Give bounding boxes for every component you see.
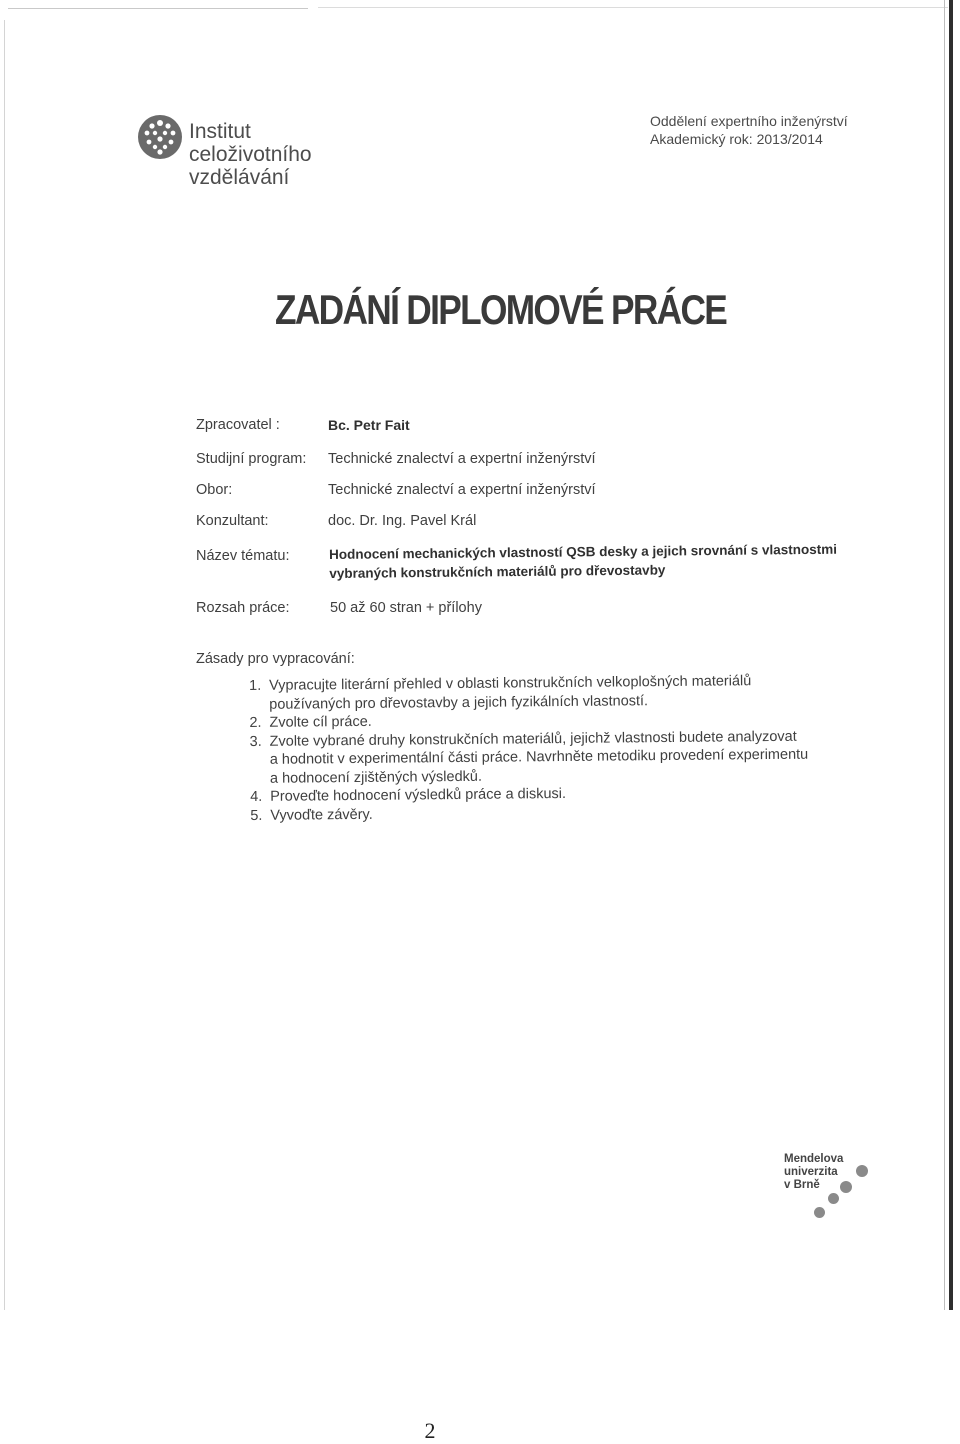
processor-value: Bc. Petr Fait xyxy=(328,417,410,433)
logo-dot-icon xyxy=(828,1193,839,1204)
list-item-number: 5. xyxy=(250,807,263,824)
scan-edge-right xyxy=(944,0,945,1310)
institute-name xyxy=(189,120,312,189)
principles-list xyxy=(249,672,809,825)
institute-name-line: Institut xyxy=(189,120,251,143)
institute-logo-icon xyxy=(137,114,183,160)
mendel-university-logo xyxy=(784,1153,884,1233)
academic-year: Akademický rok: 2013/2014 xyxy=(650,131,823,147)
list-item-text: Proveďte hodnocení výsledků práce a diskusi. xyxy=(270,785,567,805)
department-block xyxy=(650,112,848,148)
principles-heading: Zásady pro vypracování: xyxy=(196,651,355,667)
university-name-line: v Brně xyxy=(784,1179,820,1191)
list-item-text: Zvolte vybrané druhy konstrukčních materiálů, jejichž vlastnosti budete analyzovat xyxy=(269,728,797,750)
list-item xyxy=(250,727,809,788)
document-title: ZADÁNÍ DIPLOMOVÉ PRÁCE xyxy=(275,286,727,333)
university-name-line: univerzita xyxy=(784,1166,838,1178)
field-value: Technické znalectví a expertní inženýrství xyxy=(328,482,596,498)
consultant-label: Konzultant: xyxy=(196,513,269,529)
scan-edge-right xyxy=(949,0,953,1310)
list-item-text: a hodnotit v experimentální části práce. Navrhněte metodiku provedení experimentu xyxy=(269,746,809,768)
list-item-text: a hodnocení zjištěných výsledků. xyxy=(269,768,483,787)
logo-dot-icon xyxy=(840,1181,852,1193)
list-item-number: 1. xyxy=(249,677,262,694)
list-item xyxy=(249,672,808,714)
topic-value xyxy=(329,540,837,583)
list-item-text: Vypracujte literární přehled v oblasti konstrukčních velkoplošných materiálů xyxy=(269,673,752,694)
department-name: Oddělení expertního inženýrství xyxy=(650,113,848,129)
scope-label: Rozsah práce: xyxy=(196,600,290,616)
university-name-line: Mendelova xyxy=(784,1153,844,1165)
list-item-text: Zvolte cíl práce. xyxy=(269,713,372,731)
list-item xyxy=(250,801,809,825)
list-item-text: Vyvoďte závěry. xyxy=(270,806,373,824)
institute-name-line: celoživotního xyxy=(189,143,312,166)
logo-dot-icon xyxy=(856,1165,868,1177)
scan-edge-left xyxy=(4,20,5,1310)
program-value: Technické znalectví a expertní inženýrství xyxy=(328,451,596,467)
program-label: Studijní program: xyxy=(196,451,307,467)
topic-label: Název tématu: xyxy=(196,548,290,564)
scope-value: 50 až 60 stran + přílohy xyxy=(330,600,482,616)
field-label: Obor: xyxy=(196,482,233,498)
institute-logo xyxy=(137,112,347,202)
list-item-number: 2. xyxy=(249,714,262,731)
topic-line: vybraných konstrukčních materiálů pro dřevostavby xyxy=(329,562,666,581)
scan-edge-top xyxy=(8,8,308,9)
list-item-text: používaných pro dřevostavby a jejich fyzikálních vlastností. xyxy=(269,692,649,713)
university-name xyxy=(784,1153,843,1192)
topic-line: Hodnocení mechanických vlastností QSB desky a jejich srovnání s vlastnostmi xyxy=(329,541,838,562)
list-item-number: 3. xyxy=(249,733,262,750)
processor-label: Zpracovatel : xyxy=(196,417,280,433)
institute-name-line: vzdělávání xyxy=(189,166,290,189)
scan-edge-top xyxy=(318,7,948,8)
list-item-number: 4. xyxy=(250,788,263,805)
logo-dot-icon xyxy=(814,1207,825,1218)
page-number: 2 xyxy=(424,1418,436,1443)
consultant-value: doc. Dr. Ing. Pavel Král xyxy=(328,513,477,529)
